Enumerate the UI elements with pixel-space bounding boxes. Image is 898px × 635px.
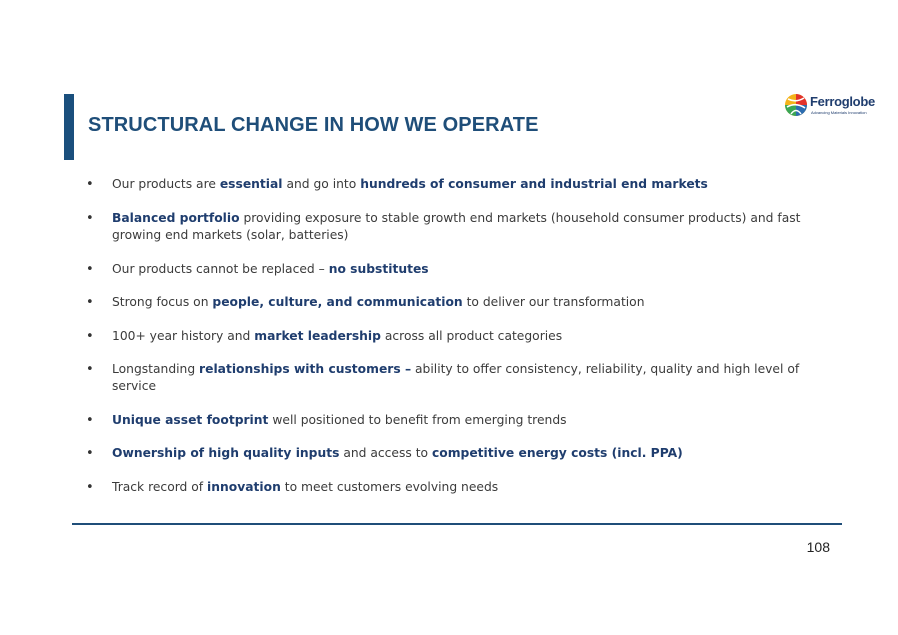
bullet-text: Longstanding <box>112 362 200 376</box>
bullet-item <box>84 328 844 345</box>
bullet-text: 100+ year history and <box>112 328 255 343</box>
bullet-text: Our products are <box>112 177 220 191</box>
bullet-text: Our products cannot be replaced – <box>112 261 329 276</box>
bullet-item <box>84 412 844 429</box>
slide-title: STRUCTURAL CHANGE IN HOW WE OPERATE <box>88 114 539 136</box>
bullet-emphasis: essential <box>219 177 283 191</box>
bullet-emphasis: people, culture, and communication <box>212 295 463 309</box>
bullet-text: Strong focus on <box>112 295 213 309</box>
bullet-emphasis: hundreds of consumer and industrial end markets <box>360 177 708 191</box>
bullet-emphasis: Unique asset footprint <box>112 412 269 427</box>
bullet-text: across all product categories <box>380 328 563 343</box>
bullet-text: Track record of <box>112 479 208 494</box>
bullet-text: well positioned to benefit from emerging trends <box>268 412 567 427</box>
bullet-text: providing exposure to stable growth end markets (household consumer products) and fast growing end markets (solar, batteries) <box>112 210 801 242</box>
bullet-list <box>84 176 844 512</box>
bullet-item <box>84 176 844 193</box>
ferroglobe-logo <box>784 92 884 122</box>
logo-tagline: Advancing Materials Innovation <box>811 110 867 115</box>
logo-wordmark: Ferroglobe <box>810 94 875 109</box>
bullet-text: ability to offer consistency, reliability, quality and high level of service <box>112 362 800 393</box>
bullet-item <box>84 445 844 462</box>
bullet-emphasis: relationships with customers – <box>199 362 412 376</box>
bullet-emphasis: competitive energy costs (incl. PPA) <box>431 446 683 460</box>
title-accent-bar <box>64 94 74 160</box>
bullet-text: and access to <box>339 446 432 460</box>
bullet-text: to deliver our transformation <box>462 295 645 309</box>
page-number: 108 <box>806 539 830 555</box>
bullet-item <box>84 210 844 244</box>
footer-divider <box>72 523 842 525</box>
bullet-text: and go into <box>282 177 361 191</box>
bullet-item <box>84 294 844 311</box>
bullet-item <box>84 361 844 395</box>
bullet-text: to meet customers evolving needs <box>280 479 499 494</box>
bullet-emphasis: no substitutes <box>328 261 429 276</box>
bullet-item <box>84 479 844 496</box>
ferroglobe-globe-icon <box>784 93 808 117</box>
bullet-emphasis: Balanced portfolio <box>112 210 240 225</box>
bullet-emphasis: Ownership of high quality inputs <box>112 446 340 460</box>
bullet-emphasis: market leadership <box>254 328 381 343</box>
bullet-item <box>84 261 844 278</box>
bullet-emphasis: innovation <box>207 479 281 494</box>
